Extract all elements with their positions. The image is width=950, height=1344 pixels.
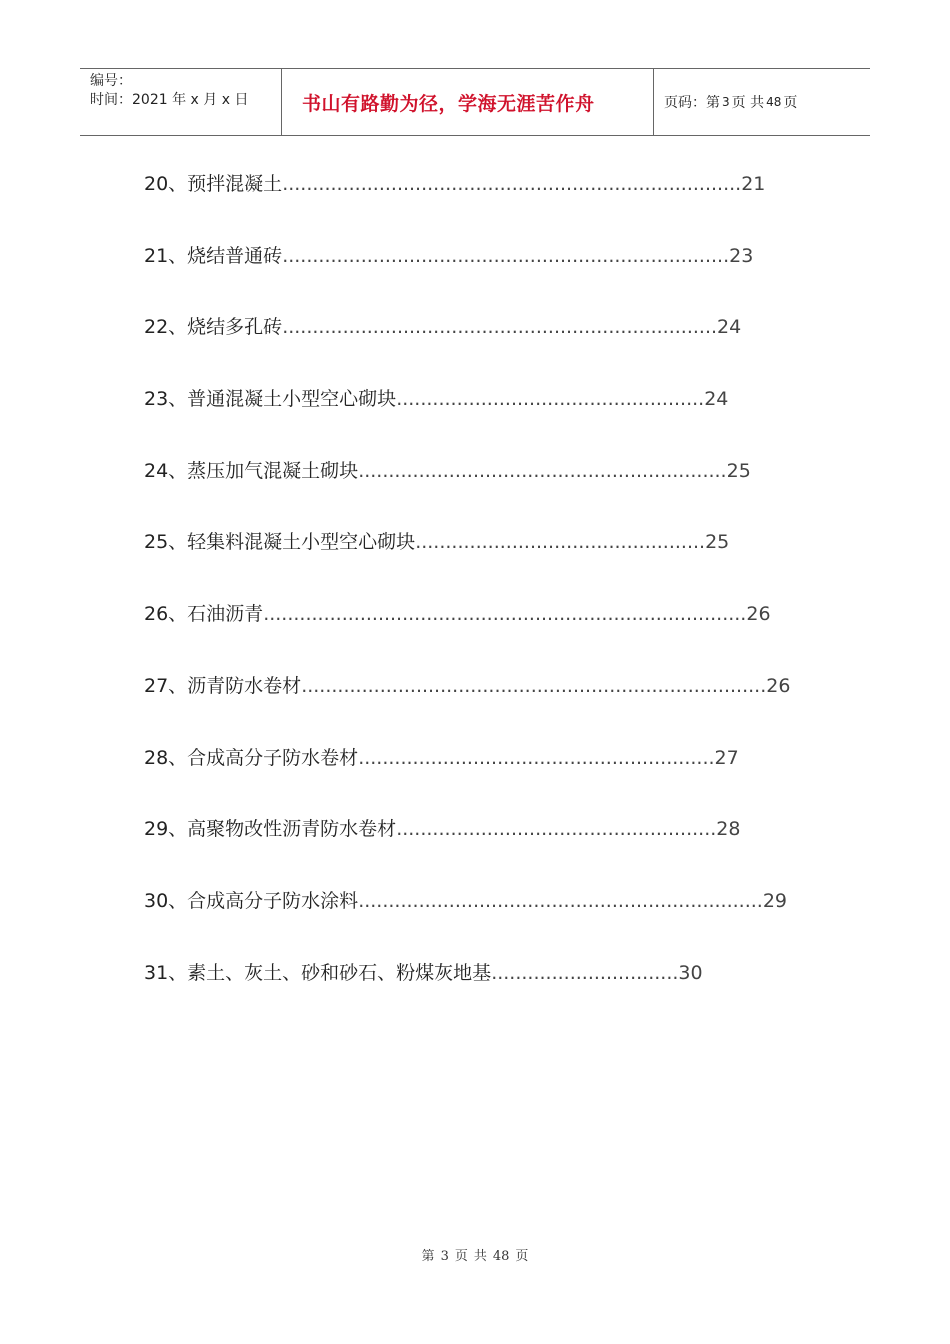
header-page-mid: 页 共 xyxy=(731,95,765,111)
toc-entry-leader: .............................................................25 xyxy=(358,459,751,482)
toc-entry xyxy=(144,385,764,457)
footer-page-total: 48 xyxy=(492,1249,510,1264)
toc-entry-leader: ...........................................................27 xyxy=(358,746,739,769)
toc-entry-label: 27、沥青防水卷材 xyxy=(144,674,302,697)
toc-entry-leader: .....................................................28 xyxy=(396,818,741,841)
toc-entry-leader: ................................................................................26 xyxy=(263,603,771,626)
toc-entry-label: 26、石油沥青 xyxy=(144,603,264,626)
document-time-label: 时间：2021 年 x 月 x 日 xyxy=(90,92,249,108)
header-motto: 书山有路勤为径，学海无涯苦作舟 xyxy=(302,92,595,115)
header-page-info xyxy=(654,69,870,135)
toc-entry-leader: ...................................................................29 xyxy=(358,889,788,912)
header-page-total: 48 xyxy=(766,95,782,109)
footer-prefix: 第 xyxy=(421,1249,435,1264)
footer-total-word: 共 xyxy=(473,1249,487,1264)
toc-entry-leader: ...............................30 xyxy=(491,961,703,984)
toc-entry xyxy=(144,959,764,1031)
toc-entry-label: 30、合成高分子防水涂料 xyxy=(144,889,359,912)
toc-entry-label: 31、素土、灰土、砂和砂石、粉煤灰地基 xyxy=(144,961,492,984)
table-of-contents xyxy=(144,170,791,1030)
toc-entry-label: 22、烧结多孔砖 xyxy=(144,316,283,339)
toc-entry xyxy=(144,815,764,887)
page-header xyxy=(80,68,870,136)
toc-entry xyxy=(144,242,764,314)
toc-entry-label: 25、轻集料混凝土小型空心砌块 xyxy=(144,531,416,554)
toc-entry xyxy=(144,600,771,672)
toc-entry-leader: ............................................................................21 xyxy=(282,173,766,195)
toc-entry-leader: ...................................................24 xyxy=(396,388,729,411)
toc-entry xyxy=(144,170,764,242)
toc-entry-label: 24、蒸压加气混凝土砌块 xyxy=(144,459,359,482)
toc-entry xyxy=(144,672,791,744)
toc-entry xyxy=(144,528,764,600)
toc-entry-label: 20、预拌混凝土 xyxy=(144,173,283,195)
footer-page-word: 页 xyxy=(454,1249,468,1264)
toc-entry-leader: ................................................25 xyxy=(415,531,730,554)
toc-entry xyxy=(144,887,788,959)
document-number-label: 编号： xyxy=(90,73,132,89)
toc-entry-label: 28、合成高分子防水卷材 xyxy=(144,746,359,769)
header-page-current: 3 xyxy=(722,95,730,109)
toc-entry-leader: .............................................................................26 xyxy=(301,674,791,697)
toc-entry-label: 23、普通混凝土小型空心砌块 xyxy=(144,388,397,411)
toc-entry xyxy=(144,744,764,816)
toc-entry-label: 29、高聚物改性沥青防水卷材 xyxy=(144,818,397,841)
header-motto-cell xyxy=(282,69,654,135)
toc-entry-leader: ........................................................................24 xyxy=(282,316,742,339)
footer-page-current: 3 xyxy=(440,1249,449,1264)
toc-entry-leader: ..........................................................................23 xyxy=(282,244,754,267)
toc-entry xyxy=(144,457,764,529)
header-page-suffix: 页 xyxy=(783,95,798,111)
header-meta xyxy=(80,69,282,135)
toc-entry-label: 21、烧结普通砖 xyxy=(144,244,283,267)
page-footer xyxy=(0,1245,950,1264)
toc-entry xyxy=(144,313,764,385)
footer-suffix: 页 xyxy=(515,1249,529,1264)
header-page-prefix: 页码：第 xyxy=(664,95,720,111)
